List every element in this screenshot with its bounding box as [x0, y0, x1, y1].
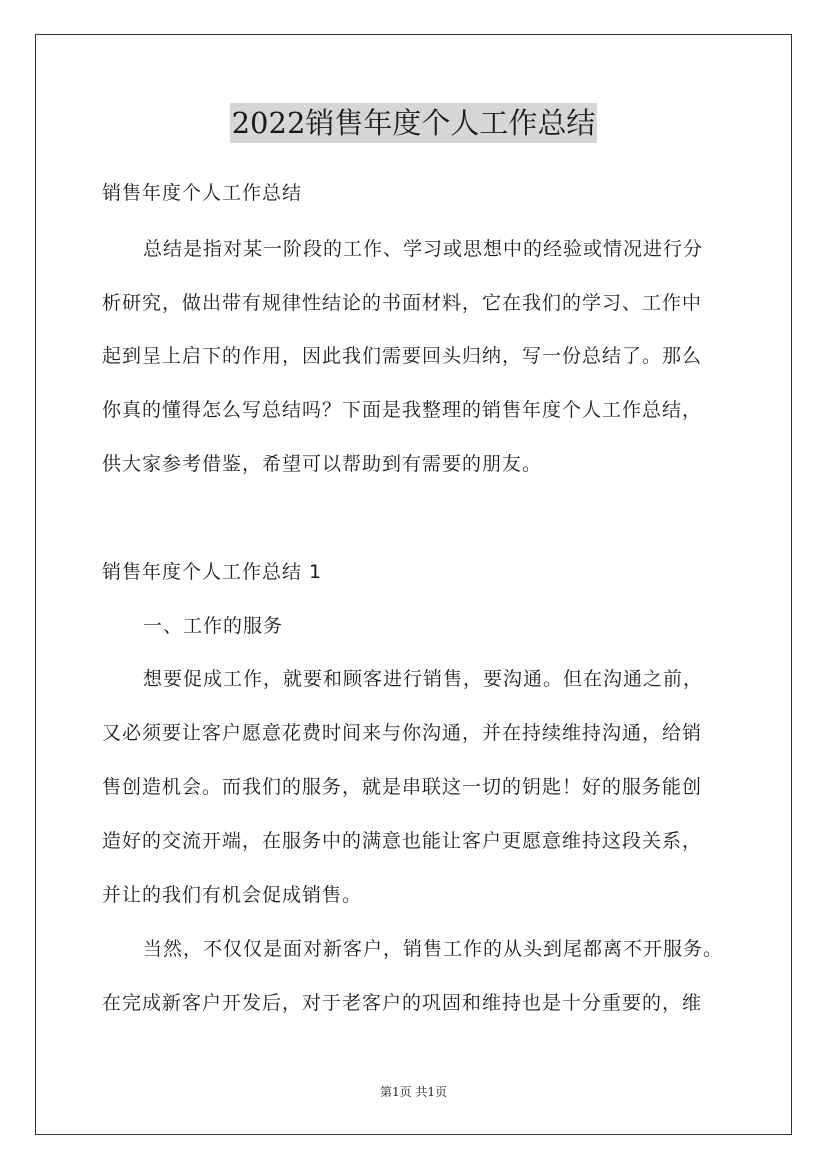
document-title: 2022销售年度个人工作总结	[230, 103, 598, 143]
subsection-title: 一、工作的服务	[143, 615, 284, 637]
intro-line: 你真的懂得怎么写总结吗？下面是我整理的销售年度个人工作总结，	[102, 399, 703, 421]
paragraph-line: 想要促成工作，就要和顾客进行销售，要沟通。但在沟通之前，	[143, 668, 704, 690]
paragraph-line: 在完成新客户开发后，对于老客户的巩固和维持也是十分重要的，维	[102, 992, 703, 1014]
paragraph-line: 又必须要让客户愿意花费时间来与你沟通，并在持续维持沟通，给销	[102, 722, 703, 744]
intro-line: 总结是指对某一阶段的工作、学习或思想中的经验或情况进行分	[143, 238, 704, 260]
paragraph-line: 当然，不仅仅是面对新客户，销售工作的从头到尾都离不开服务。	[143, 938, 724, 960]
paragraph-line: 并让的我们有机会促成销售。	[102, 884, 363, 906]
page-footer: 第1页 共1页	[379, 1085, 448, 1099]
paragraph-line: 造好的交流开端，在服务中的满意也能让客户更愿意维持这段关系，	[102, 830, 703, 852]
paragraph-line: 售创造机会。而我们的服务，就是串联这一切的钥匙！好的服务能创	[102, 776, 703, 798]
article-heading: 销售年度个人工作总结 1	[102, 561, 323, 583]
intro-line: 供大家参考借鉴，希望可以帮助到有需要的朋友。	[102, 453, 543, 475]
section-heading: 销售年度个人工作总结	[102, 182, 303, 204]
intro-line: 析研究，做出带有规律性结论的书面材料，它在我们的学习、工作中	[102, 292, 703, 314]
intro-line: 起到呈上启下的作用，因此我们需要回头归纳，写一份总结了。那么	[102, 345, 703, 367]
